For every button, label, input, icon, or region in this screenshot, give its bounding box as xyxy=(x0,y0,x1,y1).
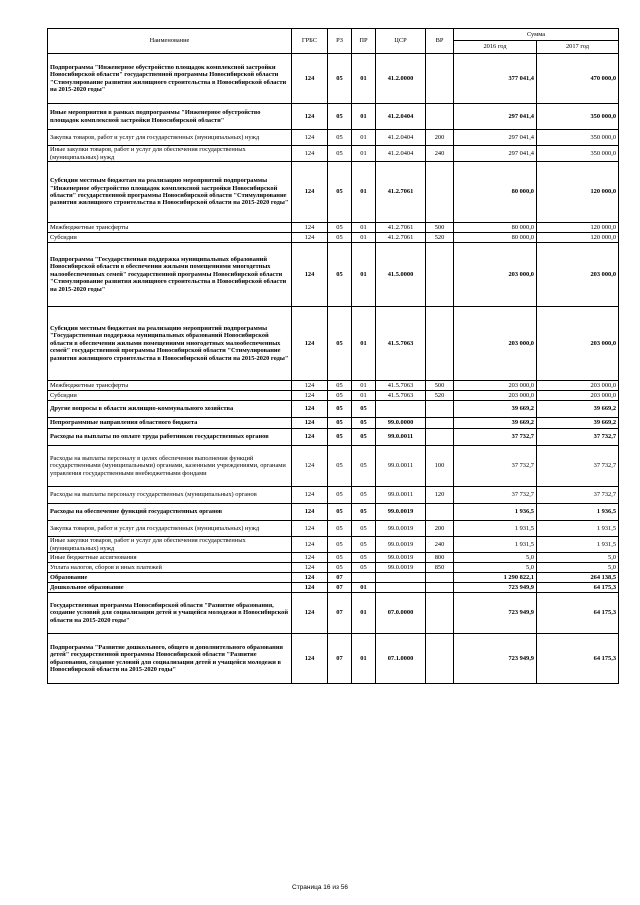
table-row xyxy=(48,162,619,223)
cell-rz: 05 xyxy=(328,54,352,104)
table-row xyxy=(48,104,619,130)
cell-s2016: 203 000,0 xyxy=(454,381,537,391)
cell-name: Субсидии местным бюджетам на реализацию мероприятий подпрограммы "Государственная поддержка муниципальных образований Новосибирской области в обеспечении жилыми помещениями многодетных малообеспеченных семей" государственной программы Новосибирской области "Стимулирование развития жилищного строительства в Новосибирской области на 2015-2020 годы" xyxy=(48,307,292,381)
cell-vr: 800 xyxy=(426,553,454,563)
col-header-rz: РЗ xyxy=(328,29,352,54)
cell-name: Уплата налогов, сборов и иных платежей xyxy=(48,563,292,573)
cell-csr xyxy=(376,401,426,418)
cell-vr xyxy=(426,54,454,104)
cell-grbs: 124 xyxy=(292,418,328,429)
cell-vr xyxy=(426,418,454,429)
cell-rz: 05 xyxy=(328,537,352,553)
cell-rz: 05 xyxy=(328,553,352,563)
cell-s2017: 120 000,0 xyxy=(537,223,619,233)
cell-name: Государственная программа Новосибирской области "Развитие образования, создание условий для социализации детей и учащейся молодежи в Новосибирской области на 2015-2020 годы" xyxy=(48,593,292,634)
cell-s2016: 723 949,9 xyxy=(454,583,537,593)
cell-vr xyxy=(426,243,454,307)
cell-s2017: 1 931,5 xyxy=(537,521,619,537)
cell-name: Подпрограмма "Инженерное обустройство площадок комплексной застройки Новосибирской области" государственной программы Новосибирской области "Стимулирование развития жилищного строительства в Новосибирской области на 2015-2020 годы" xyxy=(48,54,292,104)
cell-vr xyxy=(426,429,454,446)
cell-pr: 05 xyxy=(352,401,376,418)
cell-s2016: 5,0 xyxy=(454,553,537,563)
table-row xyxy=(48,563,619,573)
cell-pr: 05 xyxy=(352,446,376,487)
table-row xyxy=(48,233,619,243)
cell-s2016: 723 949,9 xyxy=(454,634,537,684)
cell-csr: 99.0.0011 xyxy=(376,429,426,446)
cell-name: Иные мероприятия в рамках подпрограммы "Инженерное обустройство площадок комплексной застройки Новосибирской области" xyxy=(48,104,292,130)
cell-pr: 05 xyxy=(352,418,376,429)
cell-s2016: 80 000,0 xyxy=(454,162,537,223)
cell-grbs: 124 xyxy=(292,307,328,381)
cell-pr: 01 xyxy=(352,54,376,104)
cell-rz: 05 xyxy=(328,130,352,146)
cell-s2017: 39 669,2 xyxy=(537,418,619,429)
cell-s2016: 1 290 822,1 xyxy=(454,573,537,583)
cell-csr: 41.2.7061 xyxy=(376,233,426,243)
cell-vr xyxy=(426,573,454,583)
cell-rz: 05 xyxy=(328,391,352,401)
cell-vr xyxy=(426,307,454,381)
cell-pr: 05 xyxy=(352,429,376,446)
cell-pr: 01 xyxy=(352,381,376,391)
cell-vr: 240 xyxy=(426,146,454,162)
table-row xyxy=(48,223,619,233)
cell-s2017: 1 936,5 xyxy=(537,504,619,521)
cell-name: Межбюджетные трансферты xyxy=(48,223,292,233)
cell-grbs: 124 xyxy=(292,583,328,593)
table-row xyxy=(48,487,619,504)
cell-name: Подпрограмма "Развитие дошкольного, общего и дополнительного образования детей" государственной программы Новосибирской области "Развитие образования, создание условий для социализации детей и учащейся молодежи в Новосибирской области на 2015-2020 годы" xyxy=(48,634,292,684)
cell-pr: 05 xyxy=(352,521,376,537)
cell-s2016: 297 041,4 xyxy=(454,130,537,146)
cell-csr: 99.0.0019 xyxy=(376,521,426,537)
table-body xyxy=(48,54,619,684)
cell-csr: 41.2.7061 xyxy=(376,223,426,233)
cell-pr: 01 xyxy=(352,593,376,634)
cell-s2017: 350 000,0 xyxy=(537,104,619,130)
cell-name: Дошкольное образование xyxy=(48,583,292,593)
cell-s2016: 39 669,2 xyxy=(454,418,537,429)
cell-grbs: 124 xyxy=(292,54,328,104)
cell-s2016: 377 041,4 xyxy=(454,54,537,104)
table-row xyxy=(48,401,619,418)
cell-s2017: 1 931,5 xyxy=(537,537,619,553)
cell-pr: 01 xyxy=(352,307,376,381)
cell-s2017: 350 000,0 xyxy=(537,146,619,162)
cell-pr: 05 xyxy=(352,487,376,504)
cell-s2017: 37 732,7 xyxy=(537,487,619,504)
cell-rz: 05 xyxy=(328,521,352,537)
cell-pr: 01 xyxy=(352,223,376,233)
cell-rz: 05 xyxy=(328,487,352,504)
cell-grbs: 124 xyxy=(292,634,328,684)
cell-rz: 07 xyxy=(328,593,352,634)
cell-grbs: 124 xyxy=(292,553,328,563)
table-row xyxy=(48,391,619,401)
cell-s2016: 203 000,0 xyxy=(454,243,537,307)
cell-grbs: 124 xyxy=(292,130,328,146)
cell-name: Образование xyxy=(48,573,292,583)
cell-grbs: 124 xyxy=(292,446,328,487)
cell-name: Расходы на выплаты персоналу в целях обеспечения выполнения функций государственными (муниципальными) органами, казенными учреждениями, органами управления государственными внебюджетными фондами xyxy=(48,446,292,487)
cell-pr: 05 xyxy=(352,504,376,521)
cell-rz: 07 xyxy=(328,573,352,583)
cell-rz: 05 xyxy=(328,429,352,446)
cell-pr: 01 xyxy=(352,162,376,223)
cell-grbs: 124 xyxy=(292,563,328,573)
cell-s2017: 350 000,0 xyxy=(537,130,619,146)
cell-vr: 200 xyxy=(426,130,454,146)
cell-grbs: 124 xyxy=(292,521,328,537)
table-row xyxy=(48,381,619,391)
cell-s2016: 37 732,7 xyxy=(454,487,537,504)
cell-csr: 41.2.0000 xyxy=(376,54,426,104)
cell-s2016: 203 000,0 xyxy=(454,307,537,381)
table-row xyxy=(48,418,619,429)
cell-grbs: 124 xyxy=(292,233,328,243)
cell-csr: 07.0.0000 xyxy=(376,593,426,634)
table-row xyxy=(48,537,619,553)
budget-table xyxy=(47,28,619,684)
cell-csr: 99.0.0011 xyxy=(376,446,426,487)
cell-vr xyxy=(426,104,454,130)
cell-vr xyxy=(426,634,454,684)
cell-vr: 850 xyxy=(426,563,454,573)
cell-grbs: 124 xyxy=(292,391,328,401)
cell-vr xyxy=(426,162,454,223)
col-header-2016: 2016 год xyxy=(454,41,537,54)
table-row xyxy=(48,504,619,521)
cell-name: Расходы на выплаты персоналу государственных (муниципальных) органов xyxy=(48,487,292,504)
cell-pr: 01 xyxy=(352,634,376,684)
cell-grbs: 124 xyxy=(292,223,328,233)
cell-pr: 01 xyxy=(352,583,376,593)
cell-grbs: 124 xyxy=(292,401,328,418)
col-header-sum: Сумма xyxy=(454,29,619,41)
cell-vr: 520 xyxy=(426,391,454,401)
cell-pr: 05 xyxy=(352,563,376,573)
cell-name: Подпрограмма "Государственная поддержка муниципальных образований Новосибирской области в обеспечении жилыми помещениями многодетных малообеспеченных семей" государственной программы Новосибирской области "Стимулирование развития жилищного строительства в Новосибирской области на 2015-2020 годы" xyxy=(48,243,292,307)
cell-csr: 41.5.7063 xyxy=(376,307,426,381)
table-row xyxy=(48,307,619,381)
cell-s2016: 297 041,4 xyxy=(454,146,537,162)
cell-csr: 41.2.0404 xyxy=(376,104,426,130)
cell-s2016: 37 732,7 xyxy=(454,429,537,446)
cell-csr xyxy=(376,573,426,583)
table-row xyxy=(48,583,619,593)
cell-name: Непрограммные направления областного бюджета xyxy=(48,418,292,429)
cell-csr: 99.0.0019 xyxy=(376,537,426,553)
cell-vr: 520 xyxy=(426,233,454,243)
cell-vr: 120 xyxy=(426,487,454,504)
cell-pr xyxy=(352,573,376,583)
cell-s2017: 64 175,3 xyxy=(537,634,619,684)
cell-vr: 200 xyxy=(426,521,454,537)
cell-grbs: 124 xyxy=(292,104,328,130)
cell-s2016: 37 732,7 xyxy=(454,446,537,487)
cell-s2017: 37 732,7 xyxy=(537,429,619,446)
cell-grbs: 124 xyxy=(292,162,328,223)
cell-csr: 99.0.0019 xyxy=(376,563,426,573)
cell-s2016: 723 949,9 xyxy=(454,593,537,634)
cell-csr: 99.0.0011 xyxy=(376,487,426,504)
cell-rz: 05 xyxy=(328,504,352,521)
cell-s2016: 203 000,0 xyxy=(454,391,537,401)
table-row xyxy=(48,521,619,537)
cell-rz: 05 xyxy=(328,162,352,223)
cell-vr xyxy=(426,583,454,593)
cell-rz: 07 xyxy=(328,583,352,593)
cell-name: Субсидии xyxy=(48,391,292,401)
col-header-csr: ЦСР xyxy=(376,29,426,54)
cell-pr: 05 xyxy=(352,553,376,563)
table-row xyxy=(48,429,619,446)
cell-name: Субсидии xyxy=(48,233,292,243)
cell-pr: 05 xyxy=(352,537,376,553)
cell-csr: 99.0.0019 xyxy=(376,504,426,521)
cell-rz: 05 xyxy=(328,446,352,487)
cell-vr: 100 xyxy=(426,446,454,487)
cell-csr: 41.2.0404 xyxy=(376,130,426,146)
cell-s2016: 39 669,2 xyxy=(454,401,537,418)
cell-name: Другие вопросы в области жилищно-коммунального хозяйства xyxy=(48,401,292,418)
cell-name: Иные закупки товаров, работ и услуг для обеспечения государственных (муниципальных) нужд xyxy=(48,537,292,553)
cell-s2017: 64 175,3 xyxy=(537,593,619,634)
cell-s2016: 297 041,4 xyxy=(454,104,537,130)
cell-pr: 01 xyxy=(352,233,376,243)
table-row xyxy=(48,573,619,583)
cell-rz: 05 xyxy=(328,146,352,162)
cell-s2017: 203 000,0 xyxy=(537,243,619,307)
table-row xyxy=(48,593,619,634)
cell-rz: 05 xyxy=(328,223,352,233)
cell-s2017: 203 000,0 xyxy=(537,391,619,401)
table-row xyxy=(48,146,619,162)
cell-s2016: 1 931,5 xyxy=(454,537,537,553)
cell-rz: 05 xyxy=(328,563,352,573)
cell-name: Расходы на выплаты по оплате труда работников государственных органов xyxy=(48,429,292,446)
cell-grbs: 124 xyxy=(292,504,328,521)
col-header-2017: 2017 год xyxy=(537,41,619,54)
cell-csr xyxy=(376,583,426,593)
cell-rz: 05 xyxy=(328,104,352,130)
cell-name: Закупка товаров, работ и услуг для государственных (муниципальных) нужд xyxy=(48,130,292,146)
cell-s2016: 80 000,0 xyxy=(454,233,537,243)
cell-vr xyxy=(426,401,454,418)
cell-grbs: 124 xyxy=(292,146,328,162)
cell-s2017: 5,0 xyxy=(537,553,619,563)
cell-s2017: 64 175,3 xyxy=(537,583,619,593)
cell-pr: 01 xyxy=(352,130,376,146)
cell-csr: 41.5.7063 xyxy=(376,381,426,391)
table-row xyxy=(48,634,619,684)
cell-csr: 41.5.7063 xyxy=(376,391,426,401)
cell-name: Иные бюджетные ассигнования xyxy=(48,553,292,563)
cell-pr: 01 xyxy=(352,104,376,130)
cell-pr: 01 xyxy=(352,391,376,401)
cell-rz: 05 xyxy=(328,401,352,418)
cell-vr xyxy=(426,504,454,521)
cell-s2017: 120 000,0 xyxy=(537,162,619,223)
table-row xyxy=(48,54,619,104)
cell-name: Закупка товаров, работ и услуг для государственных (муниципальных) нужд xyxy=(48,521,292,537)
cell-s2017: 470 000,0 xyxy=(537,54,619,104)
table-row xyxy=(48,553,619,563)
cell-csr: 99.0.0000 xyxy=(376,418,426,429)
cell-pr: 01 xyxy=(352,146,376,162)
cell-vr: 240 xyxy=(426,537,454,553)
cell-name: Расходы на обеспечение функций государственных органов xyxy=(48,504,292,521)
cell-grbs: 124 xyxy=(292,429,328,446)
cell-csr: 99.0.0019 xyxy=(376,553,426,563)
cell-s2017: 264 138,5 xyxy=(537,573,619,583)
cell-grbs: 124 xyxy=(292,487,328,504)
cell-csr: 41.2.0404 xyxy=(376,146,426,162)
cell-s2017: 5,0 xyxy=(537,563,619,573)
cell-csr: 41.5.0000 xyxy=(376,243,426,307)
cell-rz: 07 xyxy=(328,634,352,684)
header-row xyxy=(48,29,619,41)
cell-grbs: 124 xyxy=(292,573,328,583)
col-header-vr: ВР xyxy=(426,29,454,54)
page-number: Страница 16 из 56 xyxy=(292,884,348,891)
col-header-name: Наименование xyxy=(48,29,292,54)
cell-vr xyxy=(426,593,454,634)
col-header-grbs: ГРБС xyxy=(292,29,328,54)
cell-grbs: 124 xyxy=(292,593,328,634)
table-row xyxy=(48,130,619,146)
cell-s2017: 39 669,2 xyxy=(537,401,619,418)
cell-rz: 05 xyxy=(328,233,352,243)
cell-s2016: 5,0 xyxy=(454,563,537,573)
cell-s2016: 80 000,0 xyxy=(454,223,537,233)
cell-grbs: 124 xyxy=(292,537,328,553)
table-row xyxy=(48,446,619,487)
cell-rz: 05 xyxy=(328,243,352,307)
cell-s2017: 203 000,0 xyxy=(537,381,619,391)
cell-rz: 05 xyxy=(328,307,352,381)
cell-csr: 41.2.7061 xyxy=(376,162,426,223)
cell-csr: 07.1.0000 xyxy=(376,634,426,684)
cell-grbs: 124 xyxy=(292,243,328,307)
cell-rz: 05 xyxy=(328,418,352,429)
table-row xyxy=(48,243,619,307)
cell-s2017: 120 000,0 xyxy=(537,233,619,243)
cell-grbs: 124 xyxy=(292,381,328,391)
cell-s2016: 1 936,5 xyxy=(454,504,537,521)
cell-name: Субсидии местным бюджетам на реализацию мероприятий подпрограммы "Инженерное обустройство площадок комплексной застройки Новосибирской области" государственной программы Новосибирской области "Стимулирование развития жилищного строительства в Новосибирской области на 2015-2020 годы" xyxy=(48,162,292,223)
cell-rz: 05 xyxy=(328,381,352,391)
cell-vr: 500 xyxy=(426,381,454,391)
cell-s2017: 37 732,7 xyxy=(537,446,619,487)
cell-vr: 500 xyxy=(426,223,454,233)
col-header-pr: ПР xyxy=(352,29,376,54)
cell-name: Межбюджетные трансферты xyxy=(48,381,292,391)
cell-s2017: 203 000,0 xyxy=(537,307,619,381)
cell-pr: 01 xyxy=(352,243,376,307)
cell-s2016: 1 931,5 xyxy=(454,521,537,537)
cell-name: Иные закупки товаров, работ и услуг для обеспечения государственных (муниципальных) нужд xyxy=(48,146,292,162)
